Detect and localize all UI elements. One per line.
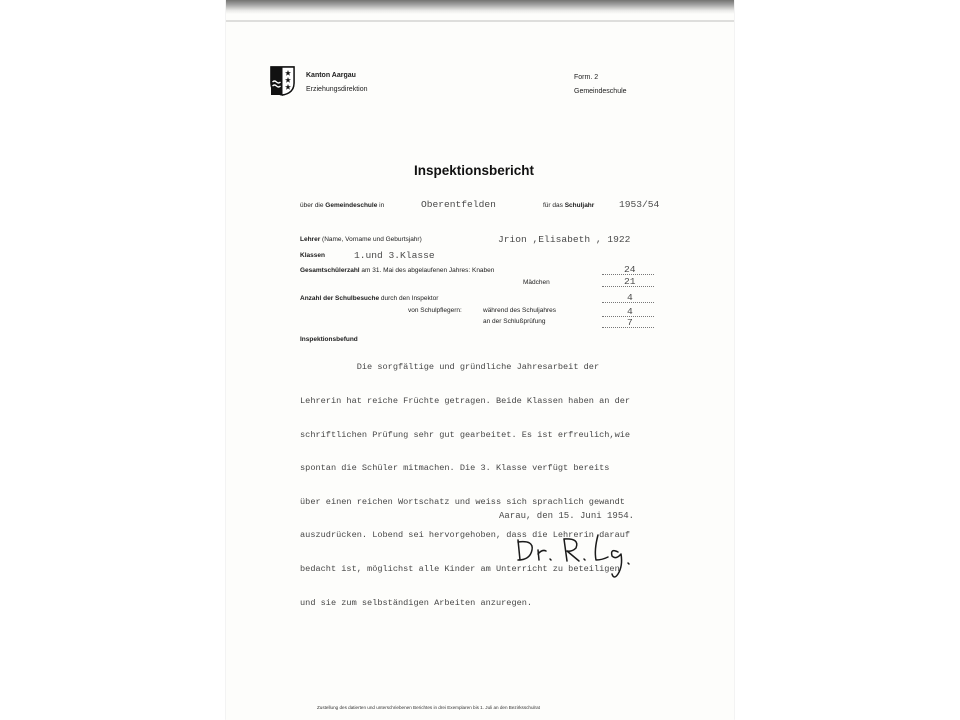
boys-count: 24: [624, 264, 636, 275]
school-line-school-label: Gemeindeschule: [325, 202, 378, 209]
date-place-line: Aarau, den 15. Juni 1954.: [499, 511, 635, 521]
school-year-value: 1953/54: [619, 199, 660, 210]
caretakers-label: von Schulpflegern:: [408, 307, 462, 314]
school-year-label: [543, 202, 594, 209]
visits-label-hint: durch den Inspektor: [379, 295, 439, 302]
fold-line: [226, 20, 734, 22]
teacher-label-bold: Lehrer: [300, 236, 321, 243]
students-label-hint: am 31. Mai des abgelaufenen Jahres: Knaben: [359, 267, 495, 274]
final-exam-label: an der Schlußprüfung: [483, 318, 546, 325]
findings-line: Die sorgfältige und gründliche Jahresarbeit der: [300, 362, 600, 373]
findings-line: auszudrücken. Lobend sei hervorgehoben, dass die Lehrerin darauf: [300, 530, 631, 541]
during-year-label: während des Schuljahres: [483, 307, 556, 314]
teacher-label-hint: (Name, Vorname und Geburtsjahr): [320, 236, 422, 243]
scan-shadow: [226, 0, 734, 14]
school-type: Gemeindeschule: [574, 88, 627, 95]
students-label: [300, 267, 494, 274]
teacher-label: [300, 236, 422, 243]
findings-line: über einen reichen Wortschatz und weiss sich sprachlich gewandt: [300, 496, 625, 507]
handwritten-signature: [512, 530, 642, 582]
boys-dotted-line: [602, 274, 654, 275]
footer-note: Zustellung des datierten und unterschriebenen Berichtes in drei Exemplaren bis 1. Juli an den Bezirksschulrat: [317, 705, 540, 710]
visits-label-bold: Anzahl der Schulbesuche: [300, 295, 380, 302]
school-line-prefix: über die: [300, 202, 326, 209]
girls-dotted-line: [602, 286, 654, 287]
students-label-bold: Gesamtschülerzahl: [300, 267, 360, 274]
school-line-label: [300, 202, 384, 209]
findings-line: spontan die Schüler mitmachen. Die 3. Klasse verfügt bereits: [300, 463, 610, 474]
classes-label: Klassen: [300, 252, 325, 259]
findings-line: und sie zum selbständigen Arbeiten anzuregen.: [300, 597, 533, 608]
department-name: Erziehungsdirektion: [306, 86, 368, 93]
girls-label: Mädchen: [523, 279, 550, 286]
findings-line: bedacht ist, möglichst alle Kinder am Unterricht zu beteiligen: [300, 564, 620, 575]
final-exam-dotted-line: [602, 327, 654, 328]
document-sheet: [226, 0, 734, 720]
girls-count: 21: [624, 276, 636, 287]
visits-label: [300, 295, 438, 302]
school-year-bold: Schuljahr: [564, 202, 595, 209]
school-place-value: Oberentfelden: [421, 199, 496, 210]
during-year-visits: 4: [627, 306, 633, 317]
school-year-prefix: für das: [543, 202, 565, 209]
classes-value: 1.und 3.Klasse: [354, 250, 435, 261]
inspector-visits: 4: [627, 292, 633, 303]
form-number: Form. 2: [574, 74, 599, 81]
canton-coat-of-arms-icon: [270, 66, 295, 96]
final-exam-visits: 7: [627, 317, 633, 328]
school-line-suffix: in: [377, 202, 385, 209]
inspector-dotted-line: [602, 302, 654, 303]
findings-label: Inspektionsbefund: [300, 336, 358, 343]
findings-line: Lehrerin hat reiche Früchte getragen. Beide Klassen haben an der: [300, 396, 631, 407]
findings-line: schriftlichen Prüfung sehr gut gearbeitet. Es ist erfreulich,wie: [300, 429, 631, 440]
document-title: Inspektionsbericht: [414, 163, 535, 178]
canton-name: Kanton Aargau: [306, 72, 356, 79]
findings-text: [300, 340, 680, 631]
teacher-value: Jrion ,Elisabeth , 1922: [498, 234, 631, 245]
